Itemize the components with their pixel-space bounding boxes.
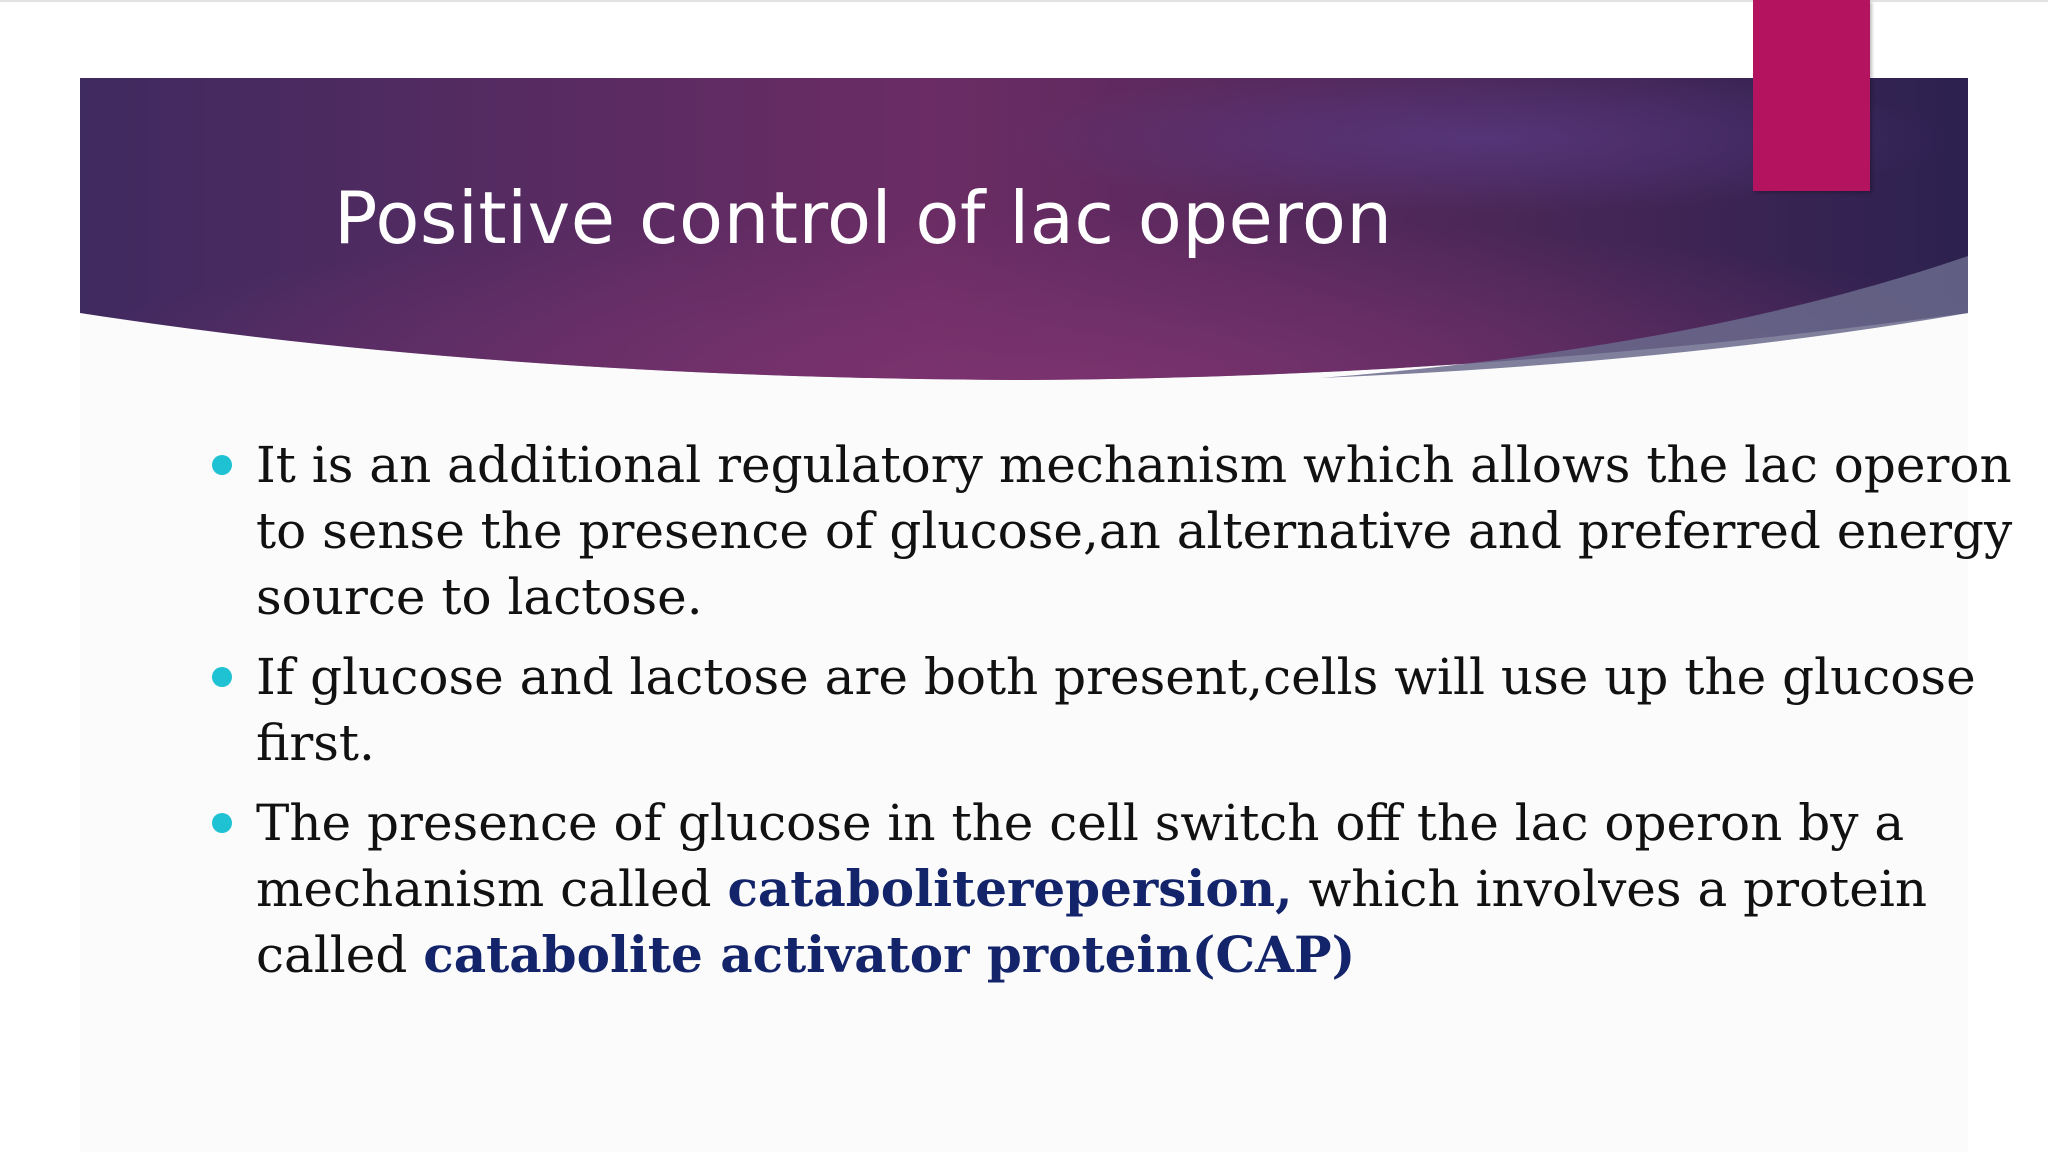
bullet-item [212, 790, 1928, 988]
bullet-dot-icon [212, 667, 232, 687]
bullet-line: first. [256, 714, 375, 772]
emphasis-term: catabolite activator protein(CAP) [423, 925, 1356, 984]
bullet-text: which involves a protein [1292, 860, 1928, 918]
bullet-line: The presence of glucose in the cell switch off the lac operon by a [256, 794, 1905, 852]
accent-tab [1753, 0, 1870, 191]
bullet-line: It is an additional regulatory mechanism which allows the lac operon [256, 436, 2012, 494]
bullet-line [256, 856, 1928, 922]
slide-title: Positive control of lac operon [334, 176, 1393, 260]
emphasis-term: cataboliterepersion, [727, 859, 1293, 918]
bullet-text: called [256, 926, 424, 984]
bullet-line: source to lactose. [256, 568, 703, 626]
bullet-text: mechanism called [256, 860, 728, 918]
bullet-item [212, 432, 2013, 630]
bullet-line: If glucose and lactose are both present,cells will use up the glucose [256, 648, 1976, 706]
bullet-dot-icon [212, 813, 232, 833]
bullet-dot-icon [212, 455, 232, 475]
bullet-line: to sense the presence of glucose,an alternative and preferred energy [256, 502, 2013, 560]
top-border [0, 0, 2048, 2]
bullet-line [256, 922, 1912, 988]
bullet-item [212, 644, 1976, 776]
slide-body [212, 432, 2013, 1002]
